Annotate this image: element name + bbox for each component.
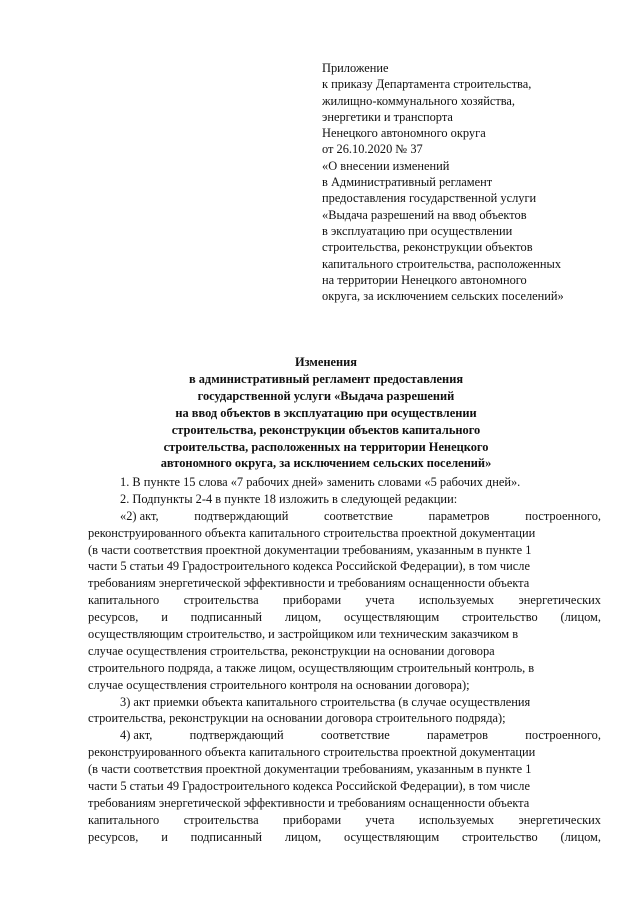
word: ресурсов, bbox=[88, 610, 139, 625]
paragraph-5-line: части 5 статьи 49 Градостроительного кодекса Российской Федерации), в том числе bbox=[88, 779, 530, 794]
word: подписанный bbox=[190, 829, 263, 844]
paragraph-5-line: требованиям энергетической эффективности и требованиям оснащенности объекта bbox=[88, 795, 530, 810]
paragraph-5-line: (в части соответствия проектной документации требованиям, указанным в пункте 1 bbox=[88, 762, 532, 777]
word: лицом, bbox=[284, 610, 322, 625]
word: соответствие bbox=[320, 728, 390, 743]
paragraph-5-line: реконструированного объекта капитального строительства проектной документации bbox=[88, 745, 536, 760]
word: осуществляющим bbox=[344, 610, 440, 625]
word: используемых bbox=[418, 812, 495, 827]
appendix-line: предоставления государственной услуги bbox=[322, 191, 537, 206]
word: учета bbox=[365, 593, 395, 608]
paragraph-3-line: требованиям энергетической эффективности и требованиям оснащенности объекта bbox=[88, 576, 530, 591]
paragraph-4-line: строительства, реконструкции на основании договора строительного подряда); bbox=[88, 711, 506, 726]
appendix-line: строительства, реконструкции объектов bbox=[322, 240, 533, 255]
word: строительства bbox=[183, 812, 259, 827]
word: и bbox=[161, 610, 168, 625]
word: построенного, bbox=[525, 728, 601, 743]
paragraph-5-line bbox=[88, 812, 601, 829]
appendix-line: энергетики и транспорта bbox=[322, 109, 453, 124]
paragraph-5-line bbox=[88, 829, 601, 846]
title-line: на ввод объектов в эксплуатацию при осуществлении bbox=[175, 405, 477, 420]
appendix-line: Приложение bbox=[322, 61, 389, 75]
word: (лицом, bbox=[560, 829, 601, 844]
word: подписанный bbox=[190, 610, 263, 625]
appendix-line: в Административный регламент bbox=[322, 175, 493, 190]
word: осуществляющим bbox=[344, 829, 440, 844]
appendix-line: в эксплуатацию при осуществлении bbox=[322, 223, 513, 238]
paragraph-3-line: строительного подряда, а также лицом, осуществляющим строительный контроль, в bbox=[88, 660, 535, 675]
title-line: строительства, расположенных на территории Ненецкого bbox=[163, 439, 489, 454]
document-title bbox=[86, 354, 566, 472]
paragraph-3-line: реконструированного объекта капитального строительства проектной документации bbox=[88, 525, 536, 540]
paragraph-5-line bbox=[88, 727, 601, 744]
word: энергетических bbox=[518, 593, 601, 608]
word: соответствие bbox=[324, 508, 393, 523]
title-line: строительства, реконструкции объектов капитального bbox=[171, 422, 481, 437]
word: капитального bbox=[88, 812, 160, 827]
word: лицом, bbox=[284, 829, 322, 844]
word: параметров bbox=[427, 728, 488, 743]
title-line: Изменения bbox=[294, 355, 357, 369]
document-body bbox=[88, 474, 601, 846]
word: (лицом, bbox=[560, 610, 601, 625]
appendix-line: «Выдача разрешений на ввод объектов bbox=[322, 207, 527, 222]
appendix-line: Ненецкого автономного округа bbox=[322, 126, 486, 141]
word: капитального bbox=[88, 593, 160, 608]
appendix-line: к приказу Департамента строительства, bbox=[322, 77, 532, 92]
title-line: государственной услуги «Выдача разрешений bbox=[197, 388, 455, 403]
paragraph-3-line: (в части соответствия проектной документации требованиям, указанным в пункте 1 bbox=[88, 542, 532, 557]
word: строительство bbox=[461, 610, 538, 625]
title-line: в административный регламент предоставления bbox=[188, 371, 464, 386]
paragraph-1: 1. В пункте 15 слова «7 рабочих дней» заменить словами «5 рабочих дней». bbox=[120, 475, 521, 489]
word: подтверждающий bbox=[194, 508, 289, 523]
word: приборами bbox=[282, 812, 342, 827]
word: учета bbox=[365, 812, 395, 827]
word: строительство bbox=[461, 829, 538, 844]
paragraph-3-line bbox=[88, 592, 601, 609]
word: ресурсов, bbox=[88, 829, 139, 844]
paragraph-4-line: 3) акт приемки объекта капитального строительства (в случае осуществления bbox=[120, 694, 531, 709]
word: строительства bbox=[183, 593, 259, 608]
word: и bbox=[161, 829, 168, 844]
appendix-line: капитального строительства, расположенных bbox=[322, 256, 562, 271]
paragraph-3-line bbox=[88, 508, 601, 525]
word: приборами bbox=[282, 593, 342, 608]
word: энергетических bbox=[518, 812, 601, 827]
paragraph-3-line: случае осуществления строительства, реконструкции на основании договора bbox=[88, 643, 495, 658]
paragraph-3-line: части 5 статьи 49 Градостроительного кодекса Российской Федерации), в том числе bbox=[88, 559, 530, 574]
appendix-line: жилищно-коммунального хозяйства, bbox=[322, 93, 516, 108]
word: подтверждающий bbox=[189, 728, 284, 743]
word: построенного, bbox=[525, 508, 601, 523]
paragraph-3-line: случае осуществления строительного контроля на основании договора); bbox=[88, 677, 470, 692]
word: параметров bbox=[428, 508, 490, 523]
title-line: автономного округа, за исключением сельских поселений» bbox=[160, 456, 492, 471]
appendix-line: от 26.10.2020 № 37 bbox=[322, 142, 423, 157]
word: используемых bbox=[418, 593, 495, 608]
appendix-header bbox=[322, 60, 612, 304]
appendix-line: на территории Ненецкого автономного bbox=[322, 272, 527, 287]
paragraph-2: 2. Подпункты 2-4 в пункте 18 изложить в следующей редакции: bbox=[120, 491, 458, 506]
word: «2) акт, bbox=[120, 508, 159, 523]
paragraph-3-line bbox=[88, 609, 601, 626]
appendix-line: округа, за исключением сельских поселений» bbox=[322, 289, 564, 304]
appendix-line: «О внесении изменений bbox=[322, 158, 450, 173]
word: 4) акт, bbox=[120, 728, 153, 743]
paragraph-3-line: осуществляющим строительство, и застройщиком или техническим заказчиком в bbox=[88, 627, 519, 642]
